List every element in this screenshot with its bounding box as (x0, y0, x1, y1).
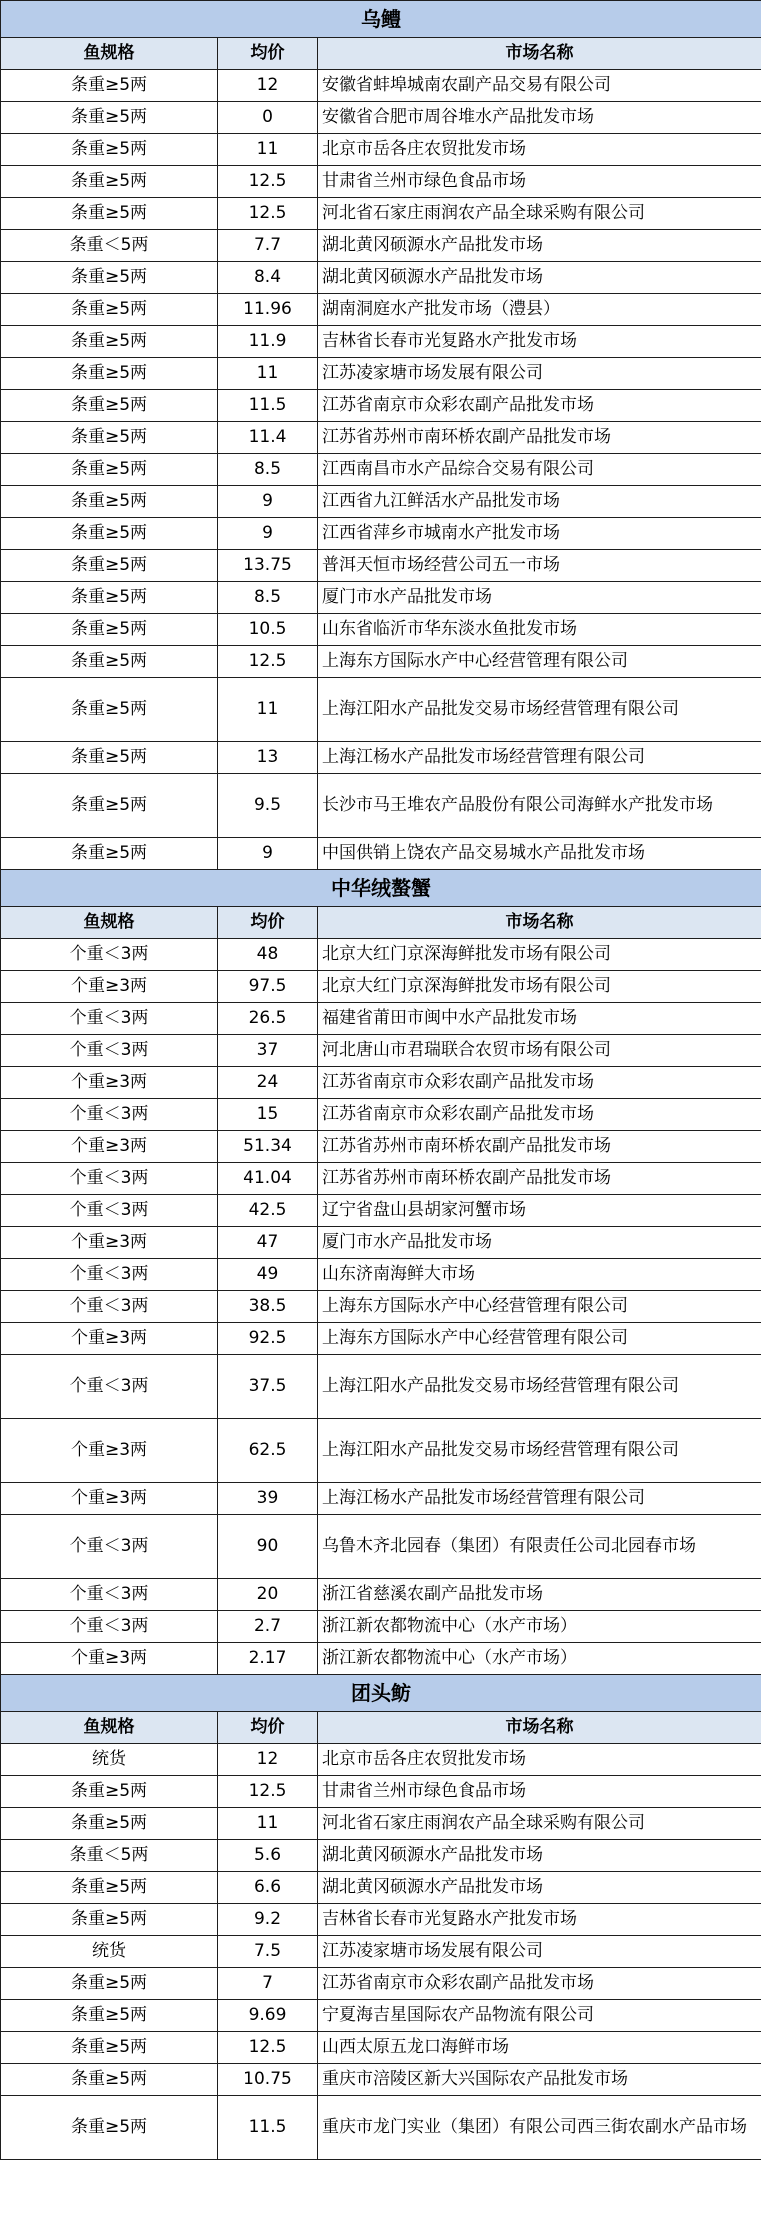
spec-cell: 条重≥5两 (1, 646, 218, 678)
spec-cell: 条重≥5两 (1, 838, 218, 870)
spec-cell: 个重≥3两 (1, 1419, 218, 1483)
table-row (1, 1227, 761, 1259)
table-row (1, 1872, 761, 1904)
table-row (1, 166, 761, 198)
spec-cell: 条重≥5两 (1, 326, 218, 358)
section-title: 团头鲂 (1, 1675, 761, 1712)
spec-cell: 条重≥5两 (1, 582, 218, 614)
price-cell: 10.5 (218, 614, 318, 646)
spec-cell: 条重≥5两 (1, 678, 218, 742)
table-row (1, 486, 761, 518)
table-row (1, 582, 761, 614)
table-row (1, 294, 761, 326)
price-cell: 51.34 (218, 1131, 318, 1163)
market-name-cell: 江苏省苏州市南环桥农副产品批发市场 (318, 422, 761, 454)
market-name-cell: 重庆市涪陵区新大兴国际农产品批发市场 (318, 2064, 761, 2096)
table-row (1, 1515, 761, 1579)
price-cell: 9.5 (218, 774, 318, 838)
market-name-cell: 上海江杨水产品批发市场经营管理有限公司 (318, 742, 761, 774)
price-cell: 47 (218, 1227, 318, 1259)
section-title-row (1, 1675, 761, 1712)
market-name-cell: 上海东方国际水产中心经营管理有限公司 (318, 1323, 761, 1355)
price-cell: 11 (218, 134, 318, 166)
section-title: 乌鳢 (1, 1, 761, 38)
market-name-cell: 甘肃省兰州市绿色食品市场 (318, 166, 761, 198)
spec-cell: 条重≥5两 (1, 454, 218, 486)
spec-cell: 个重≥3两 (1, 1227, 218, 1259)
price-cell: 2.7 (218, 1611, 318, 1643)
price-cell: 24 (218, 1067, 318, 1099)
market-name-cell: 上海江杨水产品批发市场经营管理有限公司 (318, 1483, 761, 1515)
price-column-header: 均价 (218, 1712, 318, 1744)
table-row (1, 742, 761, 774)
spec-cell: 统货 (1, 1936, 218, 1968)
spec-cell: 条重≥5两 (1, 198, 218, 230)
section-title-row (1, 870, 761, 907)
spec-cell: 个重≥3两 (1, 1323, 218, 1355)
table-row (1, 2064, 761, 2096)
table-row (1, 1936, 761, 1968)
table-row (1, 70, 761, 102)
table-row (1, 1003, 761, 1035)
market-name-cell: 浙江新农都物流中心（水产市场） (318, 1611, 761, 1643)
table-row (1, 2032, 761, 2064)
market-name-cell: 上海东方国际水产中心经营管理有限公司 (318, 1291, 761, 1323)
price-cell: 0 (218, 102, 318, 134)
spec-cell: 条重＜5两 (1, 1840, 218, 1872)
table-row (1, 1808, 761, 1840)
market-name-cell: 江苏省南京市众彩农副产品批发市场 (318, 390, 761, 422)
price-cell: 12.5 (218, 1776, 318, 1808)
price-cell: 9.2 (218, 1904, 318, 1936)
price-cell: 12.5 (218, 2032, 318, 2064)
price-cell: 9 (218, 518, 318, 550)
market-name-cell: 江西南昌市水产品综合交易有限公司 (318, 454, 761, 486)
price-cell: 11.5 (218, 2096, 318, 2160)
price-cell: 12.5 (218, 198, 318, 230)
price-cell: 9 (218, 486, 318, 518)
price-cell: 11.9 (218, 326, 318, 358)
spec-cell: 个重＜3两 (1, 1259, 218, 1291)
price-cell: 49 (218, 1259, 318, 1291)
market-name-cell: 江西省九江鲜活水产品批发市场 (318, 486, 761, 518)
market-name-cell: 中国供销上饶农产品交易城水产品批发市场 (318, 838, 761, 870)
price-cell: 9.69 (218, 2000, 318, 2032)
spec-cell: 条重≥5两 (1, 550, 218, 582)
market-column-header: 市场名称 (318, 38, 761, 70)
price-cell: 62.5 (218, 1419, 318, 1483)
market-name-cell: 北京大红门京深海鲜批发市场有限公司 (318, 971, 761, 1003)
price-cell: 12 (218, 70, 318, 102)
spec-cell: 个重＜3两 (1, 1035, 218, 1067)
spec-cell: 条重≥5两 (1, 102, 218, 134)
market-name-cell: 江苏凌家塘市场发展有限公司 (318, 358, 761, 390)
price-column-header: 均价 (218, 907, 318, 939)
spec-cell: 条重≥5两 (1, 294, 218, 326)
market-name-cell: 山东省临沂市华东淡水鱼批发市场 (318, 614, 761, 646)
price-cell: 8.5 (218, 582, 318, 614)
spec-cell: 个重＜3两 (1, 1291, 218, 1323)
table-row (1, 102, 761, 134)
price-cell: 7 (218, 1968, 318, 2000)
table-row (1, 1259, 761, 1291)
spec-cell: 个重＜3两 (1, 1195, 218, 1227)
table-row (1, 1035, 761, 1067)
table-row (1, 678, 761, 742)
price-cell: 2.17 (218, 1643, 318, 1675)
spec-cell: 个重≥3两 (1, 1131, 218, 1163)
spec-column-header: 鱼规格 (1, 1712, 218, 1744)
table-row (1, 614, 761, 646)
spec-cell: 条重≥5两 (1, 2000, 218, 2032)
market-name-cell: 江苏凌家塘市场发展有限公司 (318, 1936, 761, 1968)
table-row (1, 1131, 761, 1163)
market-name-cell: 宁夏海吉星国际农产品物流有限公司 (318, 2000, 761, 2032)
spec-cell: 条重≥5两 (1, 1776, 218, 1808)
price-cell: 7.5 (218, 1936, 318, 1968)
table-row (1, 1163, 761, 1195)
table-row (1, 198, 761, 230)
market-name-cell: 河北省石家庄雨润农产品全球采购有限公司 (318, 1808, 761, 1840)
price-cell: 97.5 (218, 971, 318, 1003)
market-name-cell: 重庆市龙门实业（集团）有限公司西三街农副水产品市场 (318, 2096, 761, 2160)
price-cell: 11.4 (218, 422, 318, 454)
price-cell: 38.5 (218, 1291, 318, 1323)
table-row (1, 1483, 761, 1515)
spec-cell: 条重≥5两 (1, 742, 218, 774)
table-row (1, 454, 761, 486)
spec-cell: 条重≥5两 (1, 2032, 218, 2064)
market-name-cell: 辽宁省盘山县胡家河蟹市场 (318, 1195, 761, 1227)
market-name-cell: 甘肃省兰州市绿色食品市场 (318, 1776, 761, 1808)
column-header-row (1, 1712, 761, 1744)
spec-cell: 条重≥5两 (1, 1808, 218, 1840)
table-row (1, 1195, 761, 1227)
table-row (1, 1643, 761, 1675)
table-row (1, 939, 761, 971)
market-name-cell: 江苏省南京市众彩农副产品批发市场 (318, 1099, 761, 1131)
table-row (1, 1776, 761, 1808)
price-cell: 15 (218, 1099, 318, 1131)
table-row (1, 518, 761, 550)
table-row (1, 2000, 761, 2032)
spec-cell: 条重≥5两 (1, 1872, 218, 1904)
market-name-cell: 江西省萍乡市城南水产批发市场 (318, 518, 761, 550)
spec-cell: 个重≥3两 (1, 1643, 218, 1675)
table-row (1, 1419, 761, 1483)
spec-cell: 条重≥5两 (1, 358, 218, 390)
spec-cell: 个重＜3两 (1, 1611, 218, 1643)
market-name-cell: 福建省莆田市闽中水产品批发市场 (318, 1003, 761, 1035)
price-cell: 12 (218, 1744, 318, 1776)
spec-cell: 条重≥5两 (1, 70, 218, 102)
table-row (1, 646, 761, 678)
table-row (1, 422, 761, 454)
table-row (1, 838, 761, 870)
spec-cell: 条重≥5两 (1, 614, 218, 646)
table-row (1, 1323, 761, 1355)
price-cell: 8.4 (218, 262, 318, 294)
column-header-row (1, 38, 761, 70)
table-row (1, 358, 761, 390)
price-cell: 37.5 (218, 1355, 318, 1419)
spec-cell: 个重≥3两 (1, 1067, 218, 1099)
price-cell: 13.75 (218, 550, 318, 582)
table-row (1, 1099, 761, 1131)
table-row (1, 1579, 761, 1611)
table-row (1, 971, 761, 1003)
spec-cell: 个重＜3两 (1, 1163, 218, 1195)
table-row (1, 1291, 761, 1323)
spec-column-header: 鱼规格 (1, 907, 218, 939)
spec-cell: 个重＜3两 (1, 1515, 218, 1579)
spec-cell: 条重≥5两 (1, 2096, 218, 2160)
market-name-cell: 北京市岳各庄农贸批发市场 (318, 134, 761, 166)
price-cell: 37 (218, 1035, 318, 1067)
table-row (1, 1067, 761, 1099)
table-row (1, 550, 761, 582)
spec-cell: 条重≥5两 (1, 166, 218, 198)
spec-cell: 条重≥5两 (1, 518, 218, 550)
market-column-header: 市场名称 (318, 1712, 761, 1744)
market-name-cell: 湖北黄冈硕源水产品批发市场 (318, 230, 761, 262)
market-name-cell: 江苏省南京市众彩农副产品批发市场 (318, 1968, 761, 2000)
spec-cell: 统货 (1, 1744, 218, 1776)
price-cell: 42.5 (218, 1195, 318, 1227)
price-cell: 11 (218, 1808, 318, 1840)
market-name-cell: 乌鲁木齐北园春（集团）有限责任公司北园春市场 (318, 1515, 761, 1579)
table-row (1, 230, 761, 262)
spec-cell: 个重≥3两 (1, 971, 218, 1003)
price-cell: 5.6 (218, 1840, 318, 1872)
market-name-cell: 上海东方国际水产中心经营管理有限公司 (318, 646, 761, 678)
market-name-cell: 上海江阳水产品批发交易市场经营管理有限公司 (318, 1419, 761, 1483)
spec-cell: 个重＜3两 (1, 939, 218, 971)
price-cell: 8.5 (218, 454, 318, 486)
market-name-cell: 厦门市水产品批发市场 (318, 582, 761, 614)
market-name-cell: 江苏省南京市众彩农副产品批发市场 (318, 1067, 761, 1099)
market-name-cell: 河北省石家庄雨润农产品全球采购有限公司 (318, 198, 761, 230)
market-name-cell: 厦门市水产品批发市场 (318, 1227, 761, 1259)
market-name-cell: 山东济南海鲜大市场 (318, 1259, 761, 1291)
market-name-cell: 吉林省长春市光复路水产批发市场 (318, 1904, 761, 1936)
table-row (1, 134, 761, 166)
price-cell: 7.7 (218, 230, 318, 262)
spec-cell: 条重≥5两 (1, 486, 218, 518)
section-title: 中华绒螯蟹 (1, 870, 761, 907)
spec-cell: 个重＜3两 (1, 1355, 218, 1419)
price-cell: 92.5 (218, 1323, 318, 1355)
spec-cell: 条重≥5两 (1, 422, 218, 454)
spec-cell: 条重≥5两 (1, 2064, 218, 2096)
price-cell: 9 (218, 838, 318, 870)
market-name-cell: 上海江阳水产品批发交易市场经营管理有限公司 (318, 1355, 761, 1419)
market-name-cell: 安徽省蚌埠城南农副产品交易有限公司 (318, 70, 761, 102)
market-name-cell: 河北唐山市君瑞联合农贸市场有限公司 (318, 1035, 761, 1067)
table-row (1, 1904, 761, 1936)
table-row (1, 2096, 761, 2160)
market-name-cell: 普洱天恒市场经营公司五一市场 (318, 550, 761, 582)
price-cell: 12.5 (218, 646, 318, 678)
market-name-cell: 湖北黄冈硕源水产品批发市场 (318, 1840, 761, 1872)
price-column-header: 均价 (218, 38, 318, 70)
price-cell: 12.5 (218, 166, 318, 198)
price-cell: 11.5 (218, 390, 318, 422)
spec-cell: 条重≥5两 (1, 1968, 218, 2000)
market-name-cell: 北京市岳各庄农贸批发市场 (318, 1744, 761, 1776)
spec-cell: 个重＜3两 (1, 1003, 218, 1035)
market-name-cell: 江苏省苏州市南环桥农副产品批发市场 (318, 1163, 761, 1195)
spec-cell: 条重＜5两 (1, 230, 218, 262)
table-row (1, 1611, 761, 1643)
market-name-cell: 北京大红门京深海鲜批发市场有限公司 (318, 939, 761, 971)
price-cell: 20 (218, 1579, 318, 1611)
price-cell: 11.96 (218, 294, 318, 326)
column-header-row (1, 907, 761, 939)
price-cell: 48 (218, 939, 318, 971)
table-row (1, 774, 761, 838)
price-cell: 90 (218, 1515, 318, 1579)
market-name-cell: 吉林省长春市光复路水产批发市场 (318, 326, 761, 358)
market-name-cell: 浙江省慈溪农副产品批发市场 (318, 1579, 761, 1611)
spec-cell: 条重≥5两 (1, 134, 218, 166)
table-row (1, 390, 761, 422)
spec-cell: 条重≥5两 (1, 1904, 218, 1936)
market-name-cell: 山西太原五龙口海鲜市场 (318, 2032, 761, 2064)
spec-cell: 个重≥3两 (1, 1483, 218, 1515)
price-cell: 10.75 (218, 2064, 318, 2096)
market-name-cell: 安徽省合肥市周谷堆水产品批发市场 (318, 102, 761, 134)
market-name-cell: 浙江新农都物流中心（水产市场） (318, 1643, 761, 1675)
table-row (1, 1968, 761, 2000)
table-row (1, 1355, 761, 1419)
spec-cell: 个重＜3两 (1, 1579, 218, 1611)
market-name-cell: 湖北黄冈硕源水产品批发市场 (318, 262, 761, 294)
section-title-row (1, 1, 761, 38)
spec-cell: 条重≥5两 (1, 390, 218, 422)
price-cell: 6.6 (218, 1872, 318, 1904)
table-row (1, 1744, 761, 1776)
market-name-cell: 上海江阳水产品批发交易市场经营管理有限公司 (318, 678, 761, 742)
market-name-cell: 江苏省苏州市南环桥农副产品批发市场 (318, 1131, 761, 1163)
market-name-cell: 湖南洞庭水产批发市场（澧县） (318, 294, 761, 326)
price-cell: 39 (218, 1483, 318, 1515)
market-name-cell: 长沙市马王堆农产品股份有限公司海鲜水产批发市场 (318, 774, 761, 838)
table-row (1, 262, 761, 294)
market-name-cell: 湖北黄冈硕源水产品批发市场 (318, 1872, 761, 1904)
spec-cell: 个重＜3两 (1, 1099, 218, 1131)
table-row (1, 1840, 761, 1872)
price-cell: 13 (218, 742, 318, 774)
price-cell: 11 (218, 678, 318, 742)
price-cell: 11 (218, 358, 318, 390)
spec-cell: 条重≥5两 (1, 262, 218, 294)
price-cell: 26.5 (218, 1003, 318, 1035)
table-row (1, 326, 761, 358)
spec-cell: 条重≥5两 (1, 774, 218, 838)
price-cell: 41.04 (218, 1163, 318, 1195)
market-column-header: 市场名称 (318, 907, 761, 939)
spec-column-header: 鱼规格 (1, 38, 218, 70)
